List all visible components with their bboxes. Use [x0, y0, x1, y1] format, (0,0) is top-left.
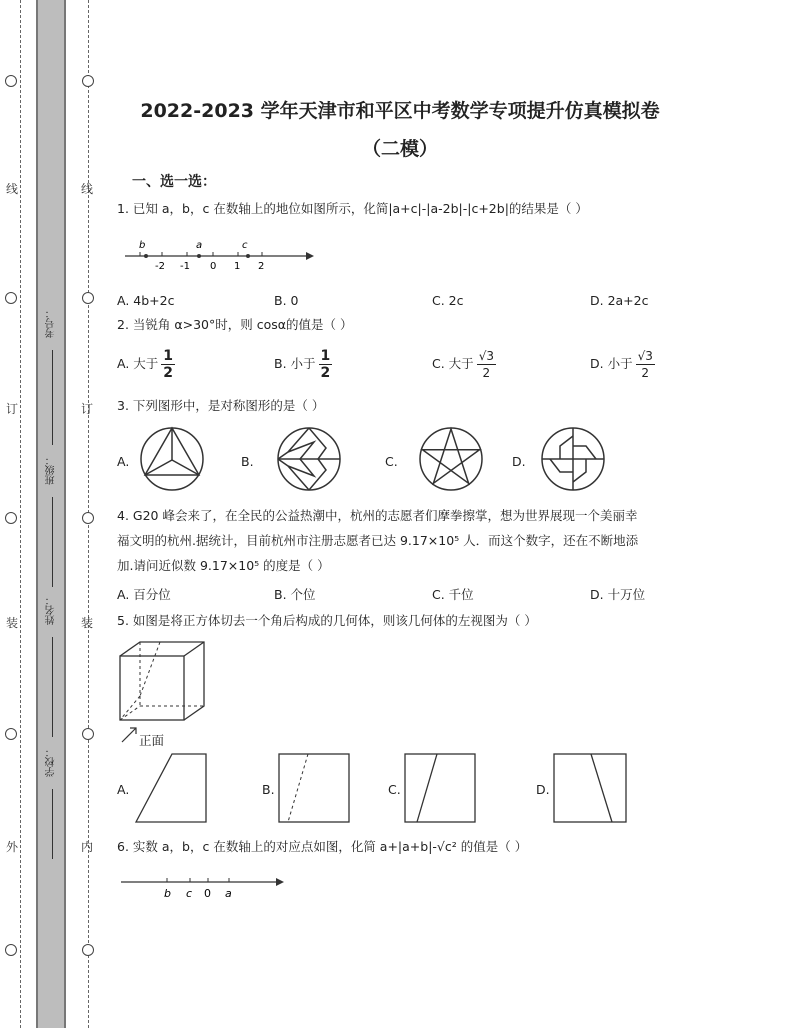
binding-hole: [82, 512, 94, 524]
q1-option-d: D. 2a+2c: [590, 293, 649, 308]
question-6-text: 6. 实数 a，b，c 在数轴上的对应点如图，化简 a+|a+b|-√c² 的值是（ ）: [117, 839, 528, 854]
q3-option-b: B.: [241, 454, 254, 469]
binding-hole: [82, 728, 94, 740]
q2-option-b: B. 小于 $\frac{1}{2}$: [274, 348, 331, 381]
q5-figure-c: [404, 752, 476, 824]
axis-label: -1: [180, 261, 190, 272]
axis-label: b: [139, 240, 146, 251]
q5-option-b: B.: [262, 782, 275, 797]
margin-char-inner: 内: [81, 840, 94, 854]
field-label-class: 班级：: [46, 455, 57, 485]
axis-label: 0: [210, 261, 217, 272]
q3-option-d: D.: [512, 454, 526, 469]
q1-option-a: A. 4b+2c: [117, 293, 175, 308]
q3-figure-a: [137, 424, 207, 494]
axis-label: a: [225, 887, 232, 900]
margin-char-inner: 线: [81, 182, 94, 196]
q2-option-d: D. 小于 $\frac{√3}{2}$: [590, 349, 653, 380]
q5-figure-d: [553, 752, 627, 824]
margin-char-outer: 装: [6, 616, 19, 630]
q1-number-line: [120, 236, 320, 272]
binding-hole: [82, 944, 94, 956]
page-title: 2022-2023 学年天津市和平区中考数学专项提升仿真模拟卷: [140, 100, 660, 122]
axis-label: 1: [234, 261, 241, 272]
binding-hole: [82, 292, 94, 304]
section-heading: 一、选一选：: [132, 174, 216, 190]
q5-option-d: D.: [536, 782, 550, 797]
question-4-line1: 4. G20 峰会来了，在全民的公益热潮中，杭州的志愿者们摩拳擦掌，想为世界展现一个美丽幸: [117, 508, 638, 523]
q1-option-c: C. 2c: [432, 293, 464, 308]
axis-label: c: [186, 887, 193, 900]
field-line: [52, 789, 53, 859]
field-line: [52, 497, 53, 587]
q4-option-b: B. 个位: [274, 587, 316, 602]
axis-label: 2: [258, 261, 265, 272]
margin-char-inner: 订: [81, 402, 94, 416]
binding-hole: [5, 944, 17, 956]
margin-char-outer: 订: [6, 402, 19, 416]
axis-label: -2: [155, 261, 165, 272]
q5-figure-b: [278, 752, 350, 824]
field-label-exam-no: 考号：: [46, 308, 57, 338]
question-2-text: 2. 当锐角 α>30°时，则 cosα的值是（ ）: [117, 317, 353, 332]
q6-number-line: [118, 870, 288, 904]
binding-hole: [5, 512, 17, 524]
margin-char-outer: 外: [6, 840, 19, 854]
field-label-name: 姓名：: [46, 595, 57, 625]
q3-option-a: A.: [117, 454, 130, 469]
axis-label: a: [196, 240, 203, 251]
field-label-school: 学校：: [46, 747, 57, 777]
question-3-text: 3. 下列图形中，是对称图形的是（ ）: [117, 398, 325, 413]
binding-hole: [82, 75, 94, 87]
binding-strip: [36, 0, 66, 1028]
q2-option-a: A. 大于 $\frac{1}{2}$: [117, 348, 174, 381]
q1-option-b: B. 0: [274, 293, 299, 308]
q4-option-c: C. 千位: [432, 587, 474, 602]
margin-char-inner: 装: [81, 616, 94, 630]
q2-option-c: C. 大于 $\frac{√3}{2}$: [432, 349, 494, 380]
binding-hole: [5, 75, 17, 87]
axis-label: 0: [204, 887, 211, 900]
q3-option-c: C.: [385, 454, 398, 469]
q3-figure-d: [538, 424, 608, 494]
axis-label: c: [242, 240, 248, 251]
q4-option-d: D. 十万位: [590, 587, 646, 602]
question-4-line2: 福文明的杭州.据统计，目前杭州市注册志愿者已达 9.17×10⁵ 人．而这个数字，还在不断地添: [117, 533, 639, 548]
question-5-text: 5. 如图是将正方体切去一个角后构成的几何体，则该几何体的左视图为（ ）: [117, 613, 537, 628]
q3-figure-b: [274, 424, 344, 494]
binding-hole: [5, 728, 17, 740]
question-4-line3: 加.请问近似数 9.17×10⁵ 的度是（ ）: [117, 558, 330, 573]
q5-option-a: A.: [117, 782, 130, 797]
binding-hole: [5, 292, 17, 304]
q4-option-a: A. 百分位: [117, 587, 171, 602]
q3-figure-c: [416, 424, 486, 494]
q5-front-label: 正面: [139, 733, 165, 748]
field-line: [52, 350, 53, 445]
page-subtitle: （二模）: [361, 138, 438, 160]
q5-option-c: C.: [388, 782, 401, 797]
margin-char-outer: 线: [6, 182, 19, 196]
outer-cut-line: [20, 0, 21, 1028]
field-line: [52, 637, 53, 737]
q5-figure-a: [134, 752, 208, 824]
axis-label: b: [164, 887, 171, 900]
question-1-text: 1. 已知 a，b，c 在数轴上的地位如图所示，化简|a+c|-|a-2b|-|c+2b|的结果是（ ）: [117, 201, 588, 216]
